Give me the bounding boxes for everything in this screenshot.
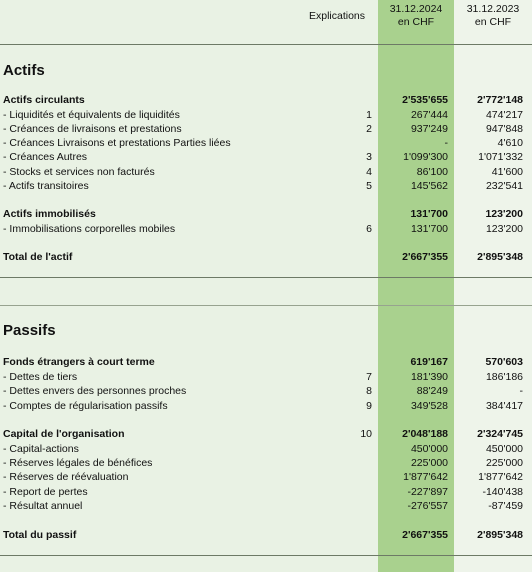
row-label: - Stocks et services non facturés	[3, 166, 155, 178]
table-row	[0, 470, 532, 484]
row-value-2023: 947'848	[485, 123, 523, 135]
row-label: Total de l'actif	[3, 251, 73, 263]
table-row	[0, 355, 532, 369]
row-value-2023: 41'600	[491, 166, 523, 178]
row-value-2024: -227'897	[407, 486, 448, 498]
row-label: Actifs immobilisés	[3, 208, 96, 220]
row-label: - Réserves légales de bénéfices	[3, 457, 153, 469]
explications-header: Explications	[308, 10, 366, 22]
row-note: 8	[366, 385, 372, 397]
row-label: - Capital-actions	[3, 443, 79, 455]
row-value-2023: 2'895'348	[477, 251, 523, 263]
row-value-2024: 937'249	[410, 123, 448, 135]
row-value-2024: -276'557	[407, 500, 448, 512]
row-note: 10	[360, 428, 372, 440]
row-value-2023: 2'772'148	[477, 94, 523, 106]
row-note: 2	[366, 123, 372, 135]
current-year-unit-header: en CHF	[397, 16, 435, 28]
row-note: 1	[366, 109, 372, 121]
row-label: - Liquidités et équivalents de liquidités	[3, 109, 180, 121]
current-year-date-header: 31.12.2024	[389, 3, 443, 15]
row-value-2023: 123'200	[485, 223, 523, 235]
row-value-2024: 225'000	[410, 457, 448, 469]
row-value-2023: 2'324'745	[477, 428, 523, 440]
table-row	[0, 108, 532, 122]
table-row	[0, 499, 532, 513]
row-note: 6	[366, 223, 372, 235]
row-value-2024: 1'877'642	[403, 471, 448, 483]
row-value-2024: 88'249	[416, 385, 448, 397]
row-note: 3	[366, 151, 372, 163]
row-value-2024: 2'535'655	[402, 94, 448, 106]
table-row	[0, 442, 532, 456]
row-label: Capital de l'organisation	[3, 428, 125, 440]
row-label: - Créances de livraisons et prestations	[3, 123, 182, 135]
table-row	[0, 399, 532, 413]
row-value-2023: 570'603	[485, 356, 523, 368]
row-value-2023: -87'459	[488, 500, 523, 512]
table-row	[0, 485, 532, 499]
row-label: - Immobilisations corporelles mobiles	[3, 223, 176, 235]
row-label: - Comptes de régularisation passifs	[3, 400, 168, 412]
actifs-total-divider	[0, 277, 532, 278]
row-value-2023: 232'541	[485, 180, 523, 192]
row-label: - Dettes envers des personnes proches	[3, 385, 187, 397]
row-label: - Réserves de réévaluation	[3, 471, 129, 483]
row-value-2023: 4'610	[497, 137, 523, 149]
row-value-2024: 619'167	[410, 356, 448, 368]
table-row	[0, 528, 532, 542]
row-value-2023: -140'438	[482, 486, 523, 498]
row-value-2024: 450'000	[410, 443, 448, 455]
row-value-2024: 2'048'188	[402, 428, 448, 440]
row-value-2024: 349'528	[410, 400, 448, 412]
table-row	[0, 384, 532, 398]
row-value-2023: 1'071'332	[478, 151, 523, 163]
passifs-total-divider	[0, 555, 532, 556]
row-label: - Report de pertes	[3, 486, 88, 498]
row-value-2023: 384'417	[485, 400, 523, 412]
header-divider	[0, 44, 532, 45]
table-row	[0, 370, 532, 384]
row-note: 7	[366, 371, 372, 383]
table-row	[0, 207, 532, 221]
row-value-2023: 474'217	[485, 109, 523, 121]
table-row	[0, 427, 532, 441]
previous-year-date-header: 31.12.2023	[466, 3, 520, 15]
section-divider	[0, 305, 532, 306]
row-value-2023: 225'000	[485, 457, 523, 469]
row-value-2024: 181'390	[410, 371, 448, 383]
row-note: 9	[366, 400, 372, 412]
row-value-2024: 1'099'300	[403, 151, 448, 163]
table-row	[0, 179, 532, 193]
row-value-2024: 2'667'355	[402, 529, 448, 541]
row-value-2024: 2'667'355	[402, 251, 448, 263]
row-value-2024: -	[444, 137, 448, 149]
table-row	[0, 222, 532, 236]
row-label: Total du passif	[3, 529, 77, 541]
row-value-2023: -	[519, 385, 523, 397]
row-label: Fonds étrangers à court terme	[3, 356, 155, 368]
row-value-2024: 267'444	[410, 109, 448, 121]
table-row	[0, 165, 532, 179]
row-label: - Créances Autres	[3, 151, 88, 163]
table-row	[0, 250, 532, 264]
row-value-2024: 145'562	[410, 180, 448, 192]
row-label: - Résultat annuel	[3, 500, 83, 512]
row-note: 5	[366, 180, 372, 192]
section-title-passifs: Passifs	[3, 322, 56, 339]
row-value-2023: 123'200	[485, 208, 523, 220]
row-label: - Actifs transitoires	[3, 180, 89, 192]
table-row	[0, 150, 532, 164]
row-value-2023: 1'877'642	[478, 471, 523, 483]
row-label: - Créances Livraisons et prestations Parties liées	[3, 137, 231, 149]
row-value-2023: 450'000	[485, 443, 523, 455]
table-row	[0, 136, 532, 150]
section-title-actifs: Actifs	[3, 62, 45, 79]
row-value-2023: 2'895'348	[477, 529, 523, 541]
row-note: 4	[366, 166, 372, 178]
table-row	[0, 93, 532, 107]
row-label: - Dettes de tiers	[3, 371, 78, 383]
row-value-2024: 131'700	[410, 223, 448, 235]
row-value-2024: 131'700	[410, 208, 448, 220]
previous-year-unit-header: en CHF	[474, 16, 512, 28]
table-row	[0, 122, 532, 136]
row-value-2024: 86'100	[416, 166, 448, 178]
row-value-2023: 186'186	[485, 371, 523, 383]
table-row	[0, 456, 532, 470]
row-label: Actifs circulants	[3, 94, 85, 106]
